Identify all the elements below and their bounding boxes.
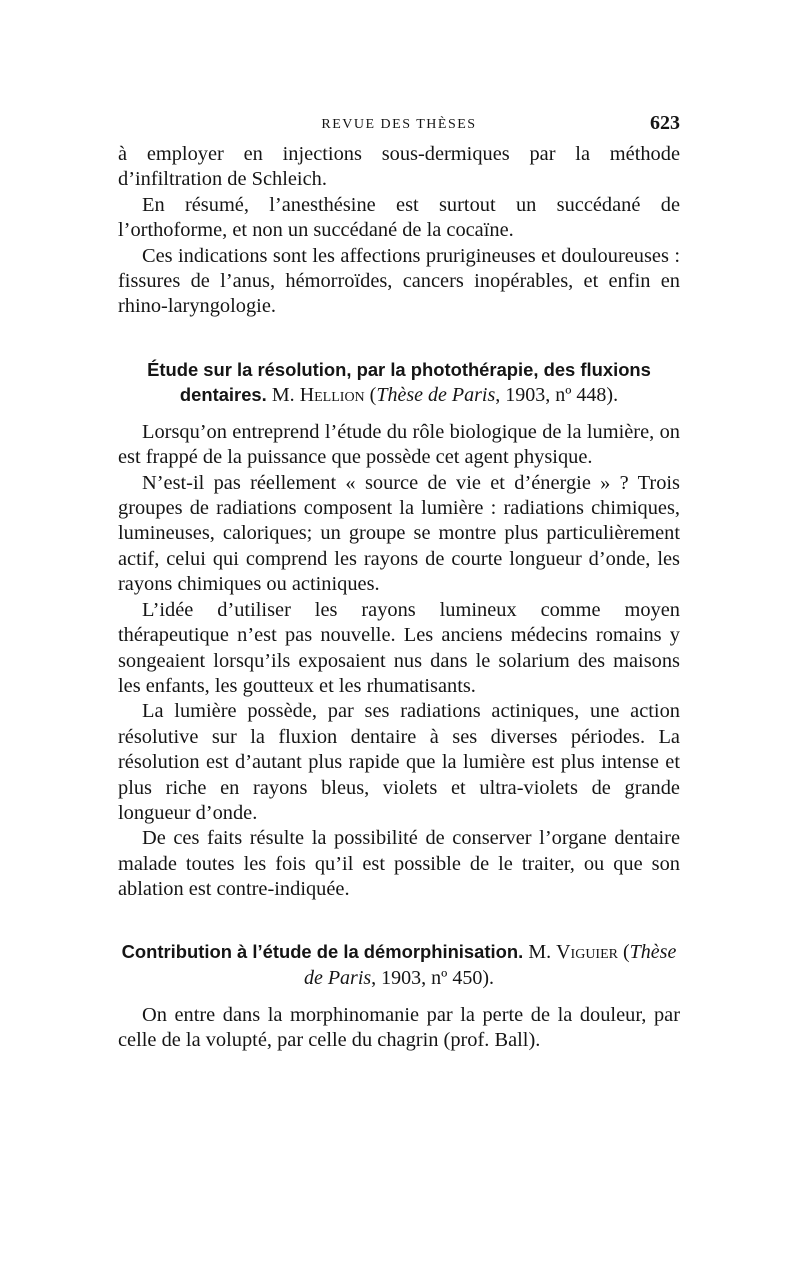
- article-heading-phototherapy: [118, 357, 680, 408]
- author-name: Viguier: [556, 940, 618, 963]
- paragraph: De ces faits résulte la possibilité de conserver l’organe dentaire malade toutes les fois qu’il est possible de le traiter, ou que son ablation est contre-indiquée.: [118, 827, 680, 901]
- paragraph: N’est-il pas réellement « source de vie et d’énergie » ? Trois groupes de radiations composent la lumière : radiations chimiques, lumineuses, caloriques; un groupe se montre plus particulièrement actif, celui qui comprend les rayons de courte longueur d’onde, les rayons chimiques ou actiniques.: [118, 471, 680, 596]
- paragraph: La lumière possède, par ses radiations actiniques, une action résolutive sur la fluxion dentaire à ses diverses périodes. La résolution est d’autant plus rapide que la lumière est plus intense et plus riche en rayons bleus, violets et ultra-violets de grande longueur d’onde.: [118, 700, 680, 824]
- article-title: Contribution à l’étude de la démorphinisation.: [121, 940, 524, 962]
- page-number: 623: [650, 112, 680, 134]
- running-head: [118, 112, 680, 142]
- article-author-line: [272, 384, 618, 406]
- author-prefix: M.: [271, 383, 295, 406]
- book-page: [118, 112, 680, 1053]
- paragraph: En résumé, l’anesthésine est surtout un succédané de l’orthoforme, et non un succédané de la cocaïne.: [118, 193, 680, 242]
- running-title: REVUE DES THÈSES: [321, 117, 477, 132]
- reference-open: (: [369, 383, 377, 406]
- paragraph: Ces indications sont les affections prurigineuses et douloureuses : fissures de l’anus, hémorroïdes, cancers inopérables, et enfin en rhino-laryngologie.: [118, 244, 680, 318]
- paragraph-continued: à employer en injections sous-dermiques par la méthode d’infiltration de Schleich.: [118, 143, 680, 191]
- reference-details: , 1903, nº 450).: [371, 966, 495, 989]
- reference-details: , 1903, nº 448).: [495, 383, 619, 406]
- author-name: Hellion: [299, 383, 365, 406]
- article-title: Étude sur la résolution, par la photothérapie, des fluxions dentaires.: [147, 358, 651, 405]
- reference-open: (: [623, 940, 630, 963]
- paragraph: L’idée d’utiliser les rayons lumineux comme moyen thérapeutique n’est pas nouvelle. Les anciens médecins romains y songeaient lorsqu’ils exposaient nus dans le solarium des maisons les enfants, les goutteux et les rhumatisants.: [118, 598, 680, 697]
- paragraph: Lorsqu’on entreprend l’étude du rôle biologique de la lumière, on est frappé de la puissance que possède cet agent physique.: [118, 420, 680, 469]
- thesis-reference: Thèse de Paris: [376, 383, 496, 406]
- paragraph: On entre dans la morphinomanie par la perte de la douleur, par celle de la volupté, par celle du chagrin (prof. Ball).: [118, 1003, 680, 1051]
- article-heading-demorphinisation: [118, 939, 680, 991]
- author-prefix: M.: [528, 940, 552, 963]
- thesis-reference: Thèse de Paris: [303, 940, 677, 989]
